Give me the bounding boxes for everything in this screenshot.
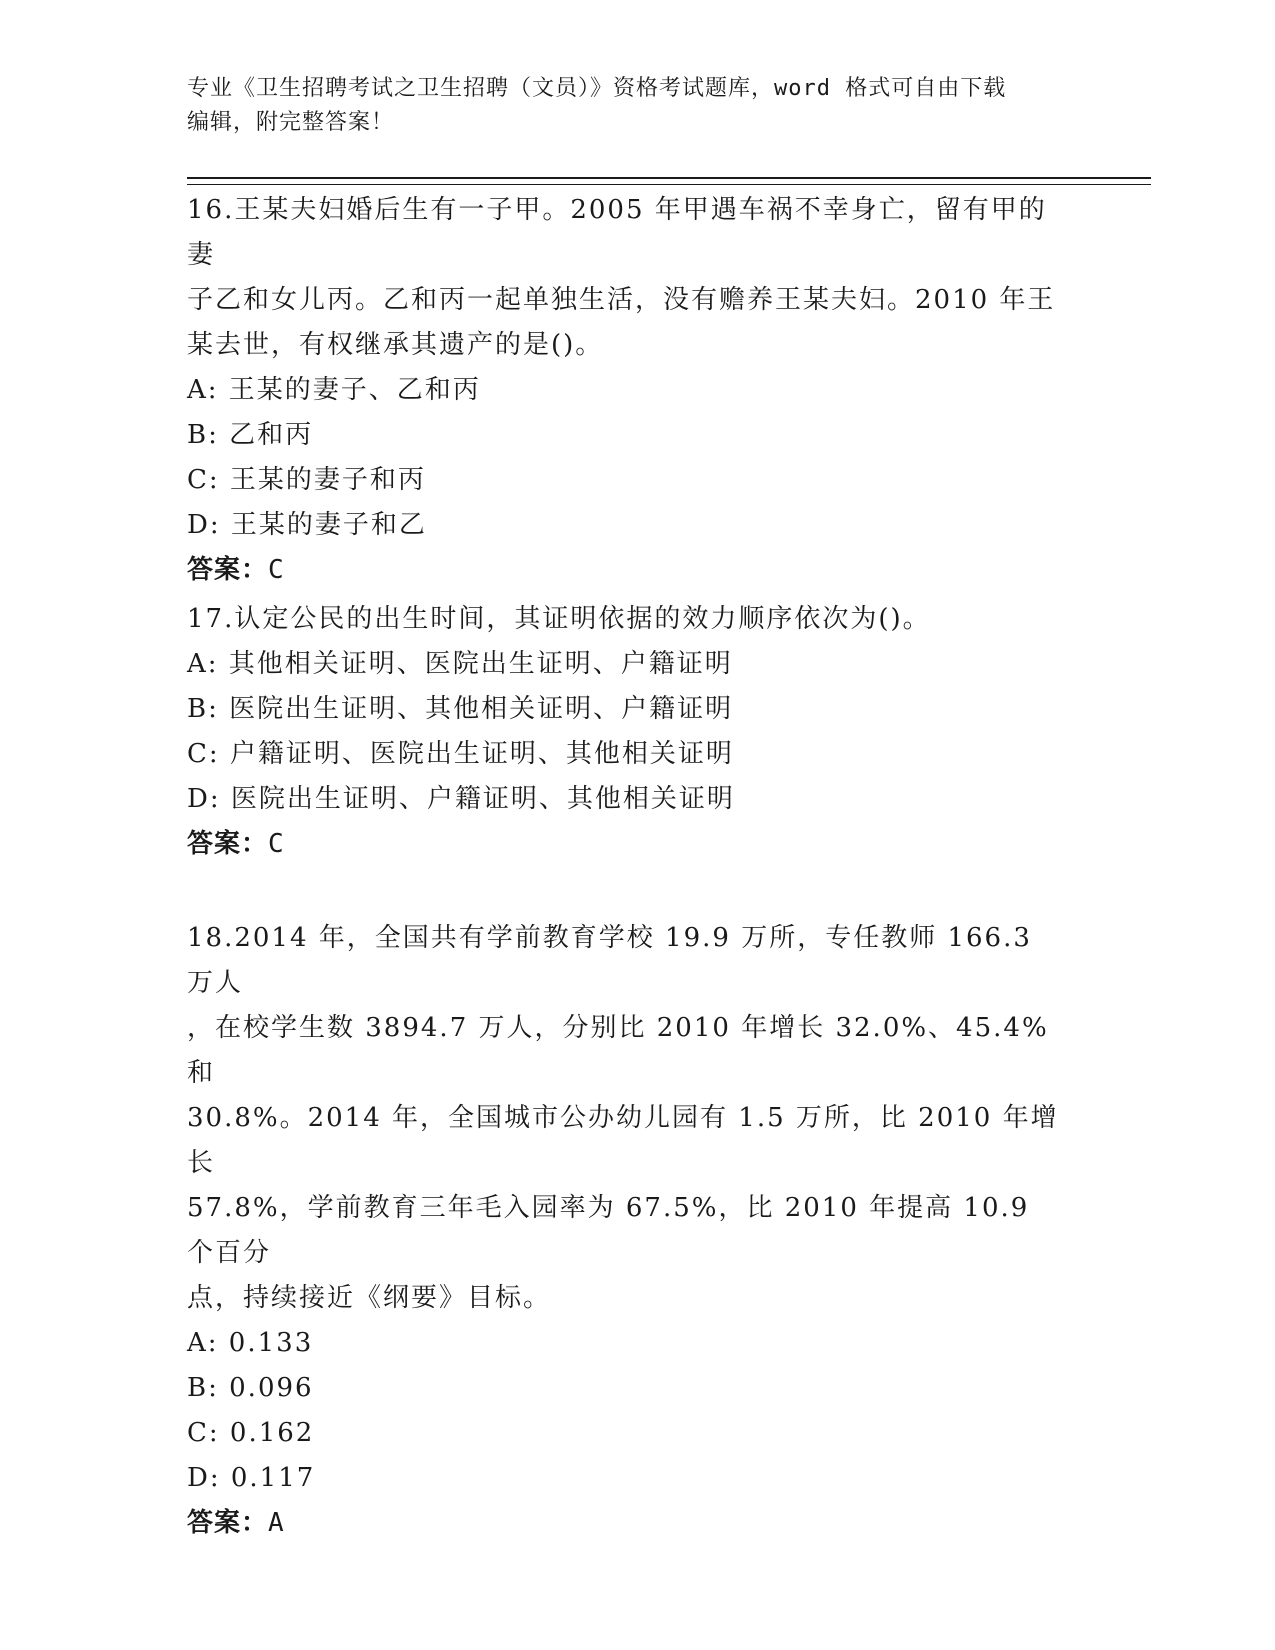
question-17 xyxy=(187,597,1067,867)
answer-label: 答案： xyxy=(187,1508,269,1538)
header-rule-thin xyxy=(187,184,1151,185)
header-rule-thick xyxy=(187,177,1151,179)
question-18 xyxy=(187,916,1067,1546)
answer xyxy=(187,548,1067,593)
stem-line: 30.8%。2014 年，全国城市公办幼儿园有 1.5 万所，比 2010 年增长 xyxy=(187,1103,1059,1178)
answer-value: C xyxy=(268,555,285,585)
option-b: B: 医院出生证明、其他相关证明、户籍证明 xyxy=(187,694,734,724)
header-line-1: 专业《卫生招聘考试之卫生招聘（文员）》资格考试题库，word 格式可自由下载 xyxy=(187,76,1007,101)
answer xyxy=(187,1501,1067,1546)
stem-line: 17.认定公民的出生时间，其证明依据的效力顺序依次为()。 xyxy=(187,604,931,634)
option-a: A: 王某的妻子、乙和丙 xyxy=(187,375,481,405)
option-a: A: 0.133 xyxy=(187,1328,314,1358)
option-c: C: 0.162 xyxy=(187,1418,315,1448)
question-stem xyxy=(187,916,1067,1321)
stem-line: 18.2014 年，全国共有学前教育学校 19.9 万所，专任教师 166.3 万人 xyxy=(187,923,1032,998)
option-d: D: 0.117 xyxy=(187,1463,316,1493)
question-16 xyxy=(187,188,1067,593)
stem-line: 16.王某夫妇婚后生有一子甲。2005 年甲遇车祸不幸身亡，留有甲的妻 xyxy=(187,195,1047,270)
option-a: A: 其他相关证明、医院出生证明、户籍证明 xyxy=(187,649,733,679)
option-d: D: 医院出生证明、户籍证明、其他相关证明 xyxy=(187,784,735,814)
document-header xyxy=(187,72,1067,140)
answer-label: 答案： xyxy=(187,555,269,585)
answer-label: 答案： xyxy=(187,829,269,859)
stem-line: 某去世，有权继承其遗产的是()。 xyxy=(187,330,604,360)
option-c: C: 王某的妻子和丙 xyxy=(187,465,426,495)
stem-line: ，在校学生数 3894.7 万人，分别比 2010 年增长 32.0%、45.4%和 xyxy=(187,1013,1049,1088)
answer-value: A xyxy=(268,1508,285,1538)
question-stem xyxy=(187,188,1067,368)
stem-line: 子乙和女儿丙。乙和丙一起单独生活，没有赡养王某夫妇。2010 年王 xyxy=(187,285,1056,315)
option-d: D: 王某的妻子和乙 xyxy=(187,510,427,540)
option-b: B: 0.096 xyxy=(187,1373,314,1403)
option-c: C: 户籍证明、医院出生证明、其他相关证明 xyxy=(187,739,734,769)
option-b: B: 乙和丙 xyxy=(187,420,314,450)
stem-line: 点，持续接近《纲要》目标。 xyxy=(187,1283,552,1313)
question-stem xyxy=(187,597,1067,642)
answer-value: C xyxy=(268,829,285,859)
header-line-2: 编辑，附完整答案！ xyxy=(187,110,395,135)
stem-line: 57.8%，学前教育三年毛入园率为 67.5%，比 2010 年提高 10.9 个百分 xyxy=(187,1193,1030,1268)
answer xyxy=(187,822,1067,867)
